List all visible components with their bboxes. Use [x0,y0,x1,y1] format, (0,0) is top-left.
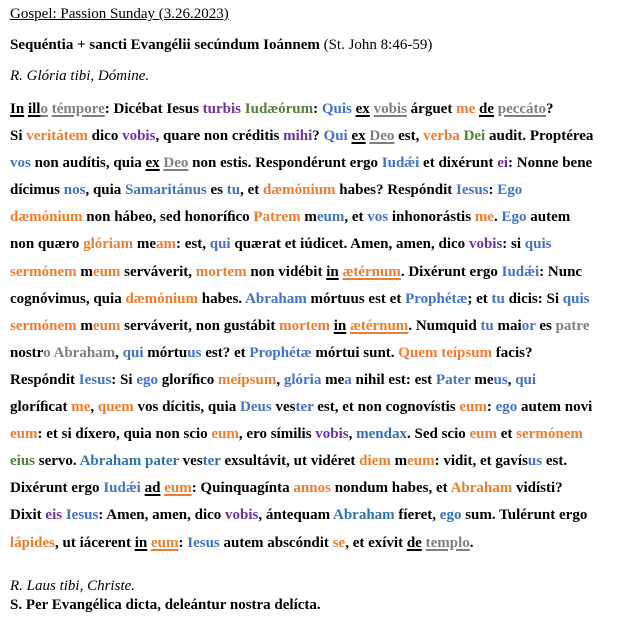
gospel-segment: gloríﬁcat [10,399,72,416]
gospel-segment: nostr [10,344,44,361]
gospel-segment: . Sed scio [407,426,470,443]
gospel-segment: vos dícitis, quia [133,399,241,416]
gospel-line [10,367,634,394]
gospel-segment: : si [502,236,525,253]
gospel-segment: mai [493,317,522,334]
gospel-segment: meípsum [217,371,277,388]
gospel-line [10,259,634,286]
gospel-segment: quem [97,399,134,416]
gospel-segment: annos [293,480,331,497]
gospel-segment: Quis [321,101,352,117]
gospel-segment: , [348,426,357,443]
gospel-segment: a [344,371,352,388]
gospel-segment: : et si díxero, quia non scio [37,426,212,443]
gospel-segment: vos [367,209,389,226]
gospel-segment: ego [136,371,158,388]
gospel-segment: o [43,344,51,361]
gospel-segment: lápides [10,534,56,551]
gospel-segment: patre [555,317,590,334]
gospel-segment: autem [526,209,571,226]
gospel-segment: mortem [195,263,247,280]
closing-prayer: S. Per Evangélica dicta, deleántur nostra delícta. [10,597,321,613]
gospel-segment: inhonorástis [388,209,475,226]
gospel-segment: tu [480,317,494,334]
gospel-segment: m [390,453,408,470]
gospel-segment: serváverit, [120,263,196,280]
gospel-segment: Ego [501,209,527,226]
gospel-segment: : [313,101,322,117]
gospel-segment: ætérnum [342,263,401,280]
gospel-segment: de [406,534,422,551]
gospel-segment: glória [283,371,322,388]
gospel-segment: . [493,209,502,226]
gospel-line [10,123,634,150]
gospel-segment: verba [423,128,460,145]
gospel-segment: : Nunc [539,263,583,280]
gospel-segment: sermónem [10,263,77,280]
gospel-segment: am [156,236,176,253]
gospel-segment: vos [10,155,31,172]
gospel-segment: in [326,263,339,280]
gospel-segment: Iesus [455,182,489,199]
gospel-segment: ad [144,480,161,497]
gospel-segment: ? [546,101,554,117]
gospel-segment: est, [394,128,424,145]
gospel-segment: Iesus [187,534,220,551]
gospel-segment: : Nonne bene [508,155,593,172]
gospel-segment: non vidébit [246,263,327,280]
gospel-segment: veritátem [26,128,88,145]
gospel-segment: autem abscóndit [219,534,333,551]
gospel-segment: me [456,101,476,117]
gospel-heading [10,37,432,54]
gospel-segment: autem novi [517,399,593,416]
gospel-segment: es [206,182,227,199]
gospel-segment: Samaritánus [125,182,207,199]
gospel-segment: us [493,371,508,388]
gospel-segment: non estis. Respondérunt ergo [188,155,382,172]
gospel-segment: dico [87,128,123,145]
gospel-segment: vobis [373,101,407,117]
gospel-segment: Dixérunt ergo [10,480,104,497]
gospel-segment: : Si [111,371,137,388]
gospel-segment: , [115,344,123,361]
gospel-segment: : [488,182,498,199]
gospel-segment: Qui [323,128,348,145]
gospel-segment: qui [209,236,231,253]
gospel-line [10,177,634,204]
gospel-segment: non audítis, quia [30,155,146,172]
gospel-segment: quærat et iúdicet. Amen, amen, dico [230,236,469,253]
gospel-segment: Deus [240,399,272,416]
gospel-segment: eum [150,534,179,551]
gospel-segment: Abraham [245,290,307,307]
gospel-line [10,313,634,340]
gospel-segment: dæmónium [263,182,336,199]
gospel-segment: in [134,534,148,551]
gospel-segment: Iudǽi [381,155,420,172]
gospel-segment: mortem [279,317,330,334]
gospel-segment: habes? Respóndit [335,182,456,199]
gospel-segment: Abraham [53,344,116,361]
gospel-segment: mórtui sunt. [311,344,399,361]
gospel-segment: fíeret, [394,507,440,524]
gospel-segment: Respóndit [10,371,79,388]
gospel-segment: témpore [51,101,105,117]
gospel-segment: , ero símilis [238,426,316,443]
response-closing: R. Laus tibi, Christe. [10,578,136,594]
gospel-segment: ves [271,399,296,416]
gospel-segment: : est, [176,236,210,253]
gospel-segment: ego [495,399,518,416]
gospel-segment: eum [316,209,345,226]
gospel-segment: ex [145,155,160,172]
gospel-text [10,96,634,557]
gospel-segment: árguet [406,101,457,117]
gospel-segment: Deo [163,155,189,172]
gospel-segment: . Dixérunt ergo [400,263,502,280]
gospel-segment: Abraham [450,480,513,497]
gospel-segment: eum [459,399,487,416]
gospel-segment: o [40,101,48,117]
gospel-segment: in [333,317,347,334]
gospel-line [10,475,634,502]
gospel-segment: , et exívit [345,534,407,551]
gospel-segment: nos [63,182,86,199]
gospel-segment: diem [359,453,391,470]
gospel-segment: eum [10,426,38,443]
gospel-segment: Abraham pater [79,453,179,470]
gospel-segment: , [90,399,98,416]
gospel-heading-text: Sequéntia + sancti Evangélii secúndum Ioánnem [10,37,320,53]
gospel-segment: eius [10,453,36,470]
gospel-segment: , quia [85,182,126,199]
gospel-segment: glóriam [83,236,134,253]
gospel-segment: dicis: Si [504,290,563,307]
gospel-segment: qui [122,344,144,361]
gospel-segment: Quem teípsum [398,344,493,361]
gospel-segment: . Numquid [408,317,481,334]
gospel-line [10,286,634,313]
gospel-segment: non quæro [10,236,84,253]
gospel-segment: eum [407,453,435,470]
gospel-line [10,204,634,231]
gospel-segment: se [332,534,346,551]
gospel-segment: , et [344,209,368,226]
gospel-segment: Abraham [333,507,395,524]
gospel-segment: Si [10,128,27,145]
gospel-segment: : Dicébat Iesus [104,101,203,117]
gospel-segment: non hábeo, sed honoríﬁco [82,209,254,226]
gospel-segment: : [486,399,496,416]
gospel-segment: quis [562,290,590,307]
gospel-segment: ter [202,453,221,470]
gospel-segment: cognóvimus, quia [10,290,126,307]
gospel-segment: eum [211,426,239,443]
gospel-segment: , et [240,182,263,199]
response-opening: R. Glória tibi, Dómine. [10,68,150,84]
gospel-segment: quis [524,236,552,253]
gospel-segment: Dei [463,128,486,145]
gospel-segment: vobis [468,236,503,253]
gospel-segment: , quare non créditis [155,128,284,145]
gospel-segment: est, et non cognovístis [313,399,460,416]
gospel-segment: mórtuus est et [306,290,406,307]
gospel-segment: , ut iácerent [55,534,135,551]
gospel-segment: ei [497,155,509,172]
gospel-segment: ex [351,128,366,145]
gospel-segment: : [178,534,188,551]
gospel-segment: ter [295,399,314,416]
gospel-segment: eum [164,480,192,497]
gospel-segment: me [321,371,345,388]
gospel-segment: Iesus [78,371,112,388]
gospel-segment: ; et [467,290,492,307]
gospel-segment: turbis [202,101,242,117]
gospel-segment: tu [491,290,505,307]
gospel-segment: exsultávit, ut vidéret [220,453,360,470]
gospel-segment: et dixérunt [419,155,498,172]
gospel-segment: Prophétæ [405,290,468,307]
gospel-segment: Iudǽi [501,263,540,280]
gospel-segment: audit. Proptérea [485,128,594,145]
gospel-segment: . [469,534,474,551]
gospel-segment: us [527,453,543,470]
gospel-segment: nihil est: est [351,371,436,388]
gospel-line [10,96,634,123]
gospel-segment: me [474,209,494,226]
gospel-segment: servo. [35,453,80,470]
gospel-line [10,502,634,529]
gospel-segment: me [71,399,91,416]
gospel-segment: eis [45,507,63,524]
gospel-segment: Dixit [10,507,46,524]
gospel-segment: : vidit, et gavís [434,453,528,470]
gospel-segment: vobis [122,128,156,145]
gospel-segment: In [10,101,25,117]
gospel-segment: us [187,344,202,361]
gospel-line [10,448,634,475]
gospel-segment: et [497,426,517,443]
gospel-segment: nondum habes, et [330,480,451,497]
gospel-reference: (St. John 8:46-59) [319,37,433,53]
gospel-segment: facis? [492,344,533,361]
gospel-segment: vobis [315,426,349,443]
gospel-line [10,421,634,448]
gospel-segment: : Quinquagínta [191,480,294,497]
gospel-segment: es [535,317,556,334]
gospel-segment: gloríﬁco [157,371,218,388]
gospel-segment: , [276,371,284,388]
gospel-segment: Patrem [253,209,301,226]
gospel-segment: habes. [197,290,246,307]
gospel-segment: sermónem [10,317,77,334]
gospel-segment: m [76,263,93,280]
gospel-segment: ego [439,507,462,524]
gospel-segment: de [478,101,494,117]
gospel-segment: tu [226,182,241,199]
gospel-segment: eum [469,426,498,443]
gospel-segment: ill [27,101,41,117]
gospel-segment: sermónem [516,426,583,443]
gospel-segment: ? [312,128,324,145]
gospel-segment: peccáto [497,101,547,117]
gospel-segment: vobis [225,507,259,524]
gospel-segment: Pater [435,371,471,388]
gospel-segment: Deo [369,128,395,145]
gospel-segment: Iudæórum [244,101,314,117]
document-title: Gospel: Passion Sunday (3.26.2023) [10,6,229,22]
gospel-segment: dæmónium [125,290,198,307]
gospel-segment: m [76,317,93,334]
gospel-segment: ves [178,453,203,470]
gospel-segment: est. [542,453,568,470]
gospel-segment: eum [92,263,121,280]
gospel-segment: Ego [497,182,523,199]
gospel-segment: m [300,209,317,226]
gospel-line [10,340,634,367]
gospel-segment: mórtu [143,344,188,361]
gospel-segment: Prophétæ [249,344,312,361]
gospel-segment: templo [425,534,470,551]
gospel-line [10,231,634,258]
gospel-segment: mendax [356,426,407,443]
gospel-segment: vidísti? [512,480,563,497]
gospel-segment: , ántequam [258,507,333,524]
gospel-line [10,394,634,421]
gospel-segment: Iesus [65,507,99,524]
gospel-line [10,150,634,177]
gospel-segment: , [507,371,516,388]
gospel-segment: dæmónium [10,209,83,226]
gospel-segment: serváverit, non gustábit [120,317,280,334]
gospel-segment: or [521,317,536,334]
gospel-segment: qui [515,371,537,388]
gospel-segment: Iudǽi [103,480,141,497]
gospel-segment: me [470,371,494,388]
gospel-segment: est? et [201,344,250,361]
gospel-line [10,530,634,557]
gospel-segment: : Amen, amen, dico [98,507,226,524]
gospel-segment: sum. Tulérunt ergo [461,507,588,524]
gospel-segment: dícimus [10,182,64,199]
gospel-segment: me [133,236,156,253]
gospel-segment: ex [355,101,370,117]
gospel-segment: eum [92,317,121,334]
gospel-segment: ætérnum [349,317,409,334]
gospel-segment: mihi [283,128,313,145]
